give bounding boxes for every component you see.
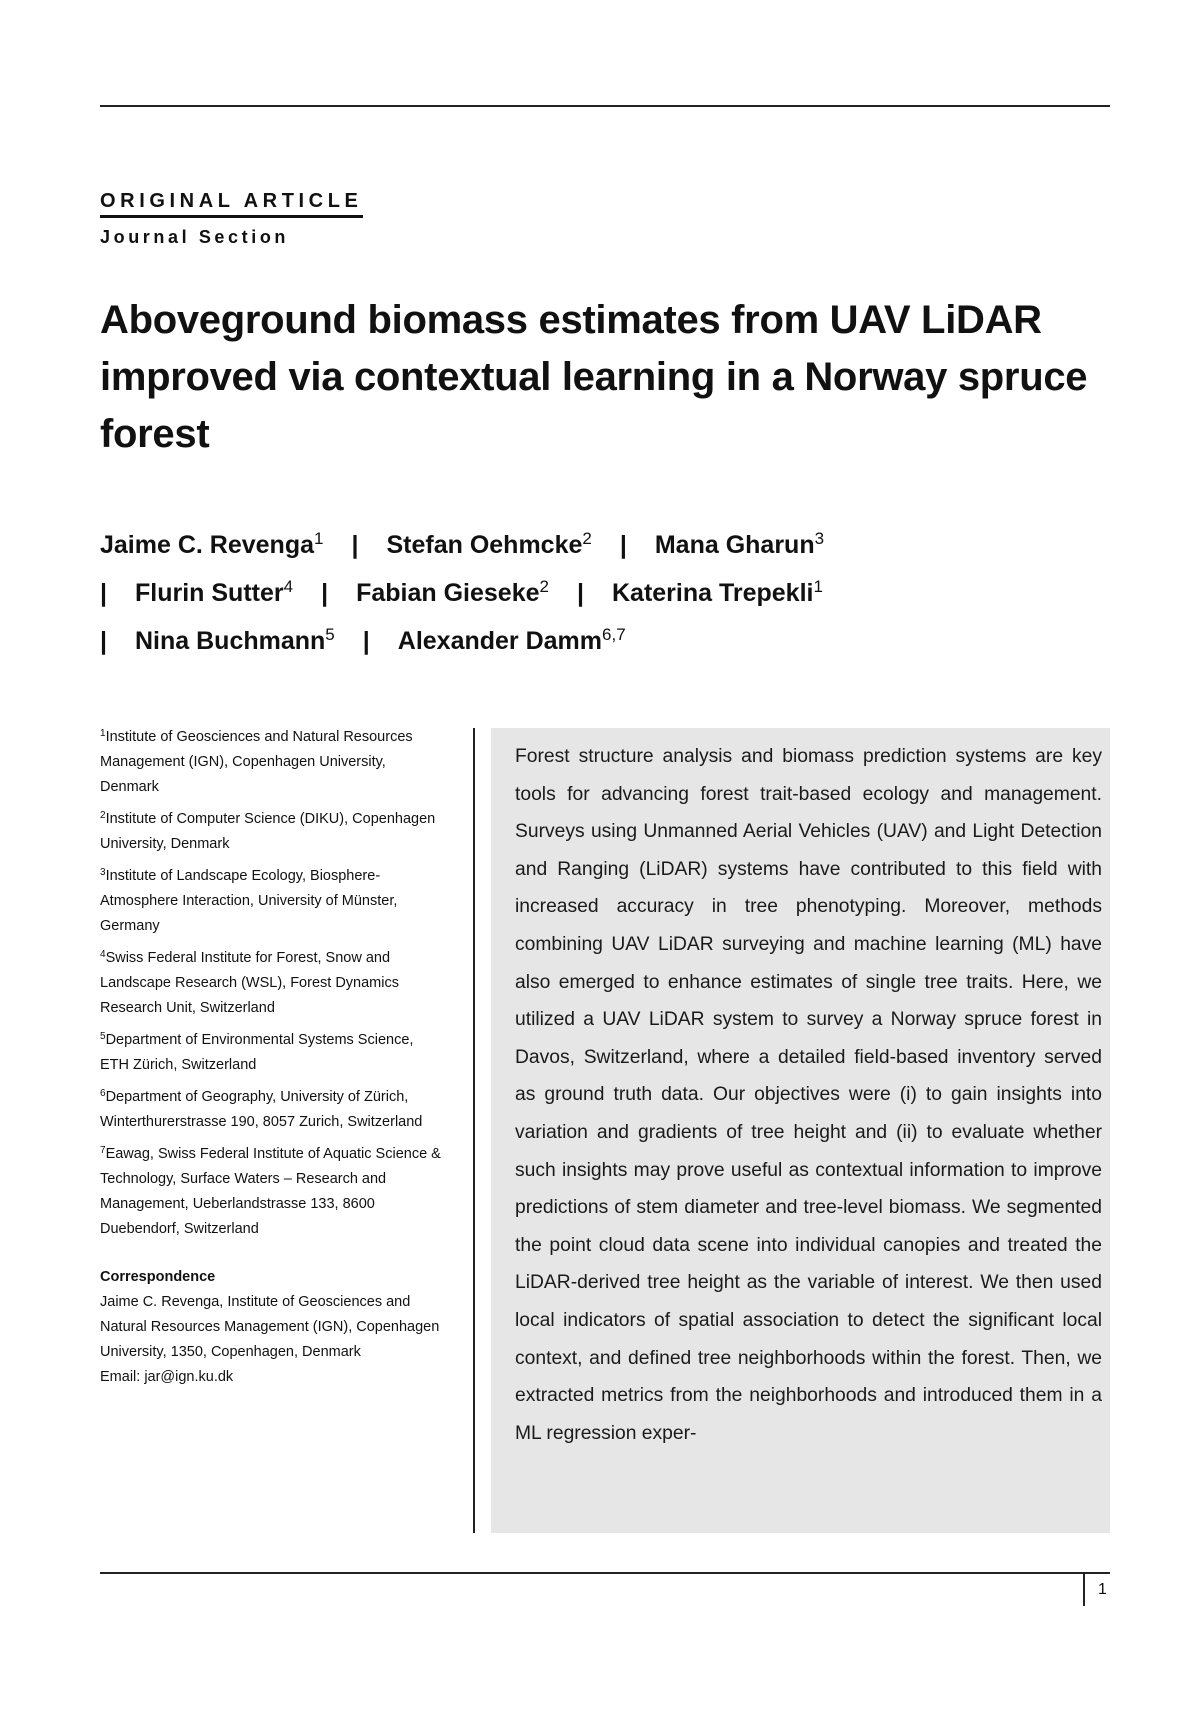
author-name: Katerina Trepekli (611, 579, 814, 607)
author-name: Jaime C. Revenga (100, 531, 314, 559)
author-separator: | (576, 579, 584, 607)
column-divider (473, 728, 475, 1533)
affiliation-text: Swiss Federal Institute for Forest, Snow and Landscape Research (WSL), Forest Dynamics Research Unit, Switzerland (100, 950, 399, 1016)
author-separator: | (619, 531, 627, 559)
author-line-3 (100, 617, 1110, 665)
affiliation-text: Institute of Landscape Ecology, Biosphere-Atmosphere Interaction, University of Münster, Germany (100, 868, 398, 934)
affiliation-number: 5 (100, 1031, 106, 1042)
abstract-box (491, 728, 1110, 1533)
affiliation-text: Department of Geography, University of Zürich, Winterthurerstrasse 190, 8057 Zurich, Switzerland (100, 1089, 423, 1130)
author-separator: | (362, 627, 370, 655)
author-name: Alexander Damm (397, 627, 603, 655)
correspondence-heading: Correspondence (100, 1269, 216, 1285)
affiliation-item (100, 864, 445, 939)
paper-title: Aboveground biomass estimates from UAV LiDAR improved via contextual learning in a Norway spruce forest (100, 298, 1088, 456)
page-number-divider (1083, 1574, 1085, 1606)
author-affil-mark: 1 (314, 529, 324, 548)
affiliation-text: Department of Environmental Systems Science, ETH Zürich, Switzerland (100, 1032, 414, 1073)
affiliation-number: 3 (100, 867, 106, 878)
affiliation-text: Eawag, Swiss Federal Institute of Aquatic Science & Technology, Surface Waters – Research and Management, Ueberlandstrasse 133, 8600 Duebendorf, Switzerland (100, 1146, 441, 1237)
author-name: Stefan Oehmcke (386, 531, 583, 559)
author-affil-mark: 1 (813, 577, 823, 596)
affiliation-item (100, 946, 445, 1021)
author-separator: | (321, 579, 329, 607)
article-type-label: ORIGINAL ARTICLE (100, 189, 363, 218)
author-name: Flurin Sutter (135, 579, 284, 607)
author-affil-mark: 6,7 (602, 625, 626, 644)
correspondence-address: Jaime C. Revenga, Institute of Geosciences and Natural Resources Management (IGN), Copenhagen University, 1350, Copenhagen, Denmark (100, 1294, 440, 1360)
affiliation-text: Institute of Computer Science (DIKU), Copenhagen University, Denmark (100, 811, 436, 852)
journal-section-label: Journal Section (100, 227, 290, 247)
author-line-2 (100, 569, 1110, 617)
affiliations-column (100, 725, 445, 1390)
affiliation-item (100, 807, 445, 857)
affiliation-number: 4 (100, 949, 106, 960)
author-name: Mana Gharun (654, 531, 815, 559)
bottom-rule (100, 1572, 1110, 1574)
affiliation-text: Institute of Geosciences and Natural Resources Management (IGN), Copenhagen University, Denmark (100, 729, 413, 795)
author-affil-mark: 4 (283, 577, 294, 596)
author-affil-mark: 2 (539, 577, 549, 596)
author-separator: | (100, 579, 107, 607)
affiliation-item (100, 1028, 445, 1078)
affiliation-number: 6 (100, 1088, 106, 1099)
author-separator: | (351, 531, 359, 559)
author-name: Fabian Gieseke (356, 579, 540, 607)
affiliation-number: 1 (100, 728, 106, 739)
author-line-1 (100, 521, 1110, 569)
author-list (100, 521, 1110, 665)
page-number: 1 (1098, 1581, 1107, 1598)
affiliation-item (100, 1085, 445, 1135)
author-separator: | (100, 627, 107, 655)
author-name: Nina Buchmann (135, 627, 326, 655)
affiliation-number: 2 (100, 810, 106, 821)
author-affil-mark: 2 (582, 529, 592, 548)
affiliation-item (100, 725, 445, 800)
top-rule (100, 105, 1110, 107)
author-affil-mark: 5 (325, 625, 335, 644)
abstract-text: Forest structure analysis and biomass prediction systems are key tools for advancing forest trait-based ecology and management. Surveys using Unmanned Aerial Vehicles (UAV) and Light Detection and Ranging (LiDAR) systems have contributed to this field with increased accuracy in tree phenotyping. Moreover, methods combining UAV LiDAR surveying and machine learning (ML) have also emerged to enhance estimates of single tree traits. Here, we utilized a UAV LiDAR system to survey a Norway spruce forest in Davos, Switzerland, where a detailed field-based inventory served as ground truth data. Our objectives were (i) to gain insights into variation and gradients of tree height and (ii) to evaluate whether such insights may prove useful as contextual information to improve predictions of stem diameter and tree-level biomass. We segmented the point cloud data scene into individual canopies and treated the LiDAR-derived tree height as the variable of interest. We then used local indicators of spatial association to detect the significant local context, and defined tree neighborhoods within the forest. Then, we extracted metrics from the neighborhoods and introduced them in a ML regression exper- (515, 746, 1102, 1444)
correspondence-email: Email: jar@ign.ku.dk (100, 1369, 234, 1385)
affiliation-number: 7 (100, 1145, 106, 1156)
author-affil-mark: 3 (814, 529, 825, 548)
affiliation-item (100, 1142, 445, 1242)
